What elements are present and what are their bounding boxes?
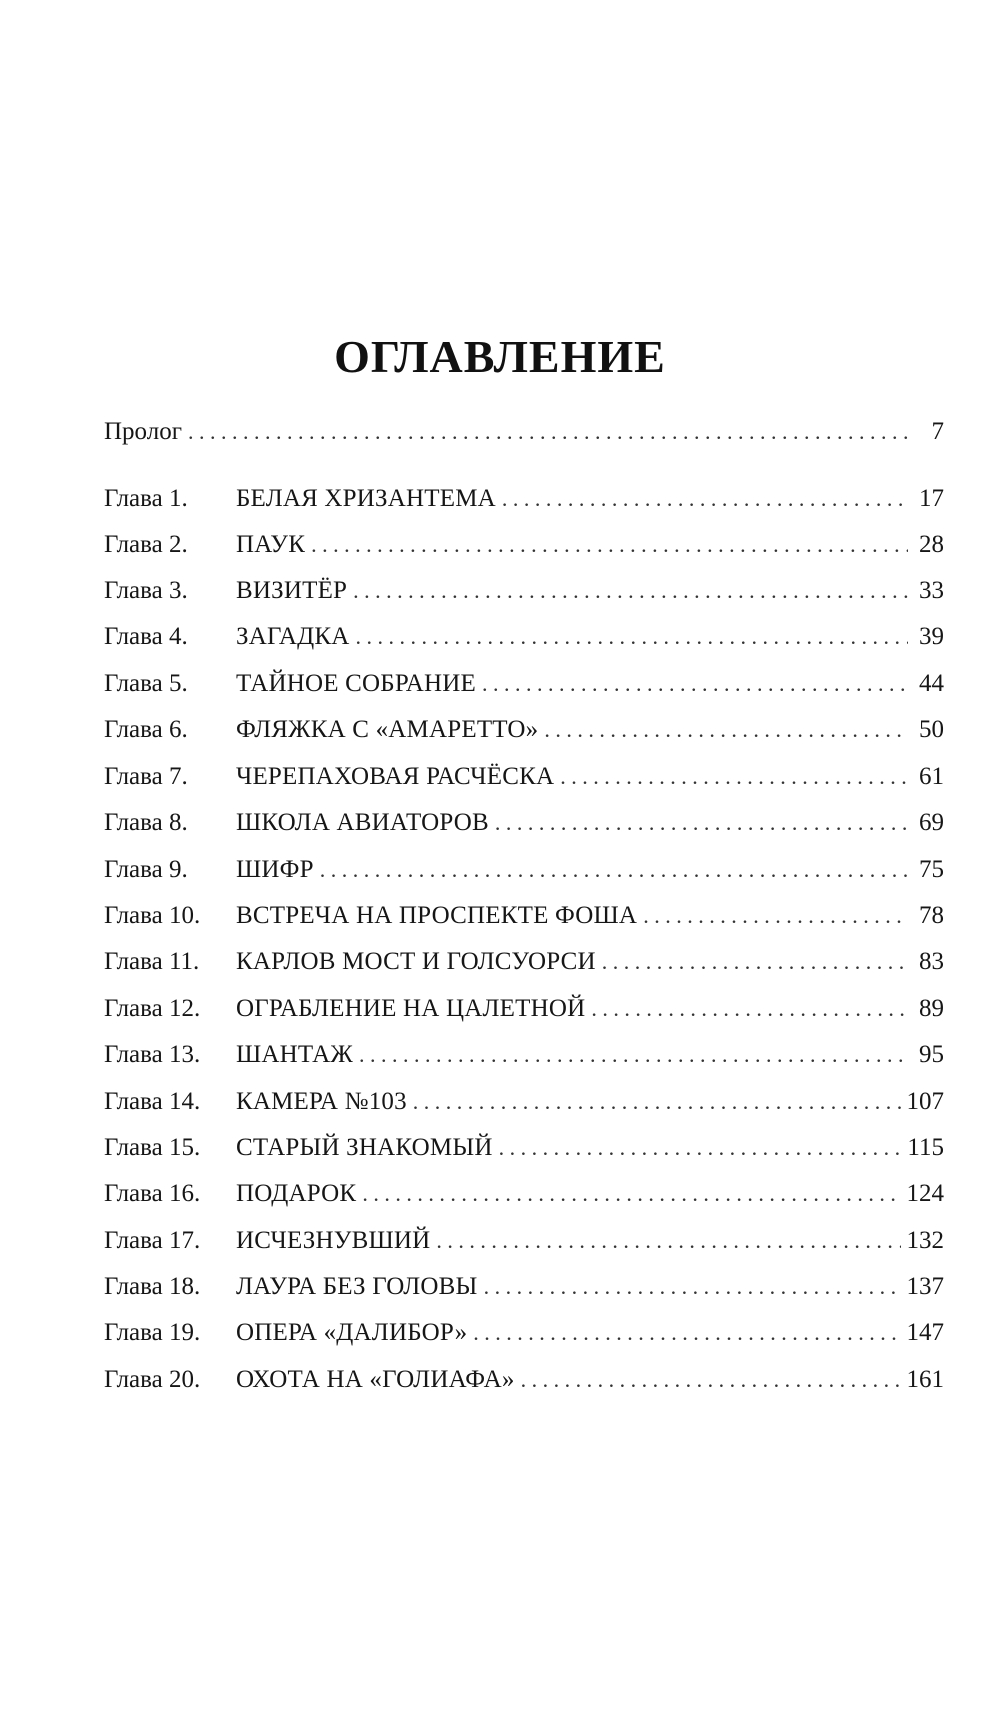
toc-leader-dots: [413, 1082, 901, 1122]
toc-chapter-title: ВСТРЕЧА НА ПРОСПЕКТЕ ФОША: [236, 902, 638, 929]
toc-chapter-label: Глава 3.: [104, 577, 188, 604]
toc-chapter-label: Глава 16.: [104, 1180, 201, 1207]
toc-leader-dots: [353, 571, 908, 611]
toc-page-number: 107: [906, 1088, 944, 1115]
toc-leader-dots: [356, 617, 908, 657]
toc-entry[interactable]: [104, 850, 944, 890]
toc-chapter-label: Глава 8.: [104, 809, 188, 836]
toc-chapter-label: Глава 19.: [104, 1319, 201, 1346]
toc-leader-dots: [359, 1035, 908, 1075]
toc-page-number: 83: [919, 948, 944, 975]
toc-chapter-label: Глава 12.: [104, 995, 201, 1022]
toc-chapter-label: Глава 17.: [104, 1227, 201, 1254]
toc-chapter-title: ЛАУРА БЕЗ ГОЛОВЫ: [236, 1273, 478, 1300]
toc-page-number: 78: [919, 902, 944, 929]
toc-entry[interactable]: [104, 942, 944, 982]
toc-leader-dots: [362, 1174, 900, 1214]
toc-page-number: 132: [906, 1227, 944, 1254]
toc-entry-prolog[interactable]: [104, 412, 944, 452]
toc-chapter-title: КАРЛОВ МОСТ И ГОЛСУОРСИ: [236, 948, 596, 975]
toc-leader-dots: [188, 412, 908, 452]
toc-page-number: 137: [906, 1273, 944, 1300]
toc-chapter-title: ШАНТАЖ: [236, 1041, 354, 1068]
toc-page-number: 95: [919, 1041, 944, 1068]
toc-chapter-title: ПАУК: [236, 531, 306, 558]
toc-page-number: 147: [906, 1319, 944, 1346]
toc-leader-dots: [502, 479, 908, 519]
toc-chapter-label: Глава 20.: [104, 1366, 201, 1393]
toc-entry[interactable]: [104, 1035, 944, 1075]
toc-entry[interactable]: [104, 1221, 944, 1261]
toc-page-number: 69: [919, 809, 944, 836]
toc-leader-dots: [591, 989, 908, 1029]
toc-chapter-title: ПОДАРОК: [236, 1180, 357, 1207]
toc-page-number: 28: [919, 531, 944, 558]
toc-chapter-label: Глава 15.: [104, 1134, 201, 1161]
toc-prolog-label: Пролог: [104, 418, 182, 445]
toc-chapter-title: БЕЛАЯ ХРИЗАНТЕМА: [236, 485, 496, 512]
toc-page-number: 50: [919, 716, 944, 743]
toc-chapter-label: Глава 5.: [104, 670, 188, 697]
toc-page-number: 161: [906, 1366, 944, 1393]
toc-entry[interactable]: [104, 617, 944, 657]
toc-chapter-title: ЗАГАДКА: [236, 623, 350, 650]
toc-chapter-label: Глава 10.: [104, 902, 201, 929]
toc-entry[interactable]: [104, 1313, 944, 1353]
toc-leader-dots: [521, 1360, 901, 1400]
toc-entry[interactable]: [104, 803, 944, 843]
toc-chapter-label: Глава 18.: [104, 1273, 201, 1300]
toc-leader-dots: [643, 896, 908, 936]
toc-chapter-label: Глава 7.: [104, 763, 188, 790]
toc-leader-dots: [544, 710, 908, 750]
toc-page-number: 33: [919, 577, 944, 604]
toc-chapter-label: Глава 11.: [104, 948, 200, 975]
toc-chapter-label: Глава 6.: [104, 716, 188, 743]
toc-page-number: 115: [907, 1134, 944, 1161]
toc-page-number: 75: [919, 856, 944, 883]
toc-page-number: 7: [931, 418, 944, 445]
toc-leader-dots: [499, 1128, 902, 1168]
toc-chapter-label: Глава 9.: [104, 856, 188, 883]
toc-leader-dots: [602, 942, 908, 982]
toc-page-number: 61: [919, 763, 944, 790]
toc-entry[interactable]: [104, 1174, 944, 1214]
toc-entry[interactable]: [104, 571, 944, 611]
page-title: ОГЛАВЛЕНИЕ: [334, 331, 666, 382]
toc-entry[interactable]: [104, 710, 944, 750]
toc-chapter-title: ЧЕРЕПАХОВАЯ РАСЧЁСКА: [236, 763, 555, 790]
toc-page-number: 39: [919, 623, 944, 650]
toc-chapter-title: СТАРЫЙ ЗНАКОМЫЙ: [236, 1134, 493, 1161]
toc-leader-dots: [560, 757, 908, 797]
toc-leader-dots: [436, 1221, 900, 1261]
toc-chapter-label: Глава 2.: [104, 531, 188, 558]
toc-leader-dots: [495, 803, 908, 843]
toc-chapter-label: Глава 14.: [104, 1088, 201, 1115]
toc-chapter-title: ТАЙНОЕ СОБРАНИЕ: [236, 670, 476, 697]
toc-chapter-title: ШИФР: [236, 856, 314, 883]
toc-entry[interactable]: [104, 1360, 944, 1400]
toc-chapter-label: Глава 13.: [104, 1041, 201, 1068]
toc-chapter-title: ВИЗИТЁР: [236, 577, 348, 604]
toc-chapter-title: ШКОЛА АВИАТОРОВ: [236, 809, 489, 836]
toc-chapter-title: ФЛЯЖКА С «АМАРЕТТО»: [236, 716, 539, 743]
toc-leader-dots: [482, 664, 908, 704]
toc-leader-dots: [484, 1267, 901, 1307]
toc-page-number: 17: [919, 485, 944, 512]
toc-page-number: 89: [919, 995, 944, 1022]
toc-entry[interactable]: [104, 757, 944, 797]
toc-chapter-title: ОГРАБЛЕНИЕ НА ЦАЛЕТНОЙ: [236, 995, 586, 1022]
toc-leader-dots: [473, 1313, 900, 1353]
toc-entry[interactable]: [104, 1128, 944, 1168]
toc-chapter-title: ОПЕРА «ДАЛИБОР»: [236, 1319, 468, 1346]
toc-entry[interactable]: [104, 1267, 944, 1307]
toc-page-number: 44: [919, 670, 944, 697]
toc-entry[interactable]: [104, 896, 944, 936]
toc-chapter-title: ОХОТА НА «ГОЛИАФА»: [236, 1366, 515, 1393]
toc-chapter-label: Глава 1.: [104, 485, 188, 512]
toc-entry[interactable]: [104, 525, 944, 565]
toc-entry[interactable]: [104, 1082, 944, 1122]
toc-chapter-title: ИСЧЕЗНУВШИЙ: [236, 1227, 431, 1254]
toc-entry[interactable]: [104, 479, 944, 519]
toc-entry[interactable]: [104, 664, 944, 704]
toc-page-number: 124: [906, 1180, 944, 1207]
toc-entry[interactable]: [104, 989, 944, 1029]
toc-chapter-label: Глава 4.: [104, 623, 188, 650]
toc-chapter-title: КАМЕРА №103: [236, 1088, 407, 1115]
toc-leader-dots: [320, 850, 908, 890]
toc-leader-dots: [311, 525, 908, 565]
